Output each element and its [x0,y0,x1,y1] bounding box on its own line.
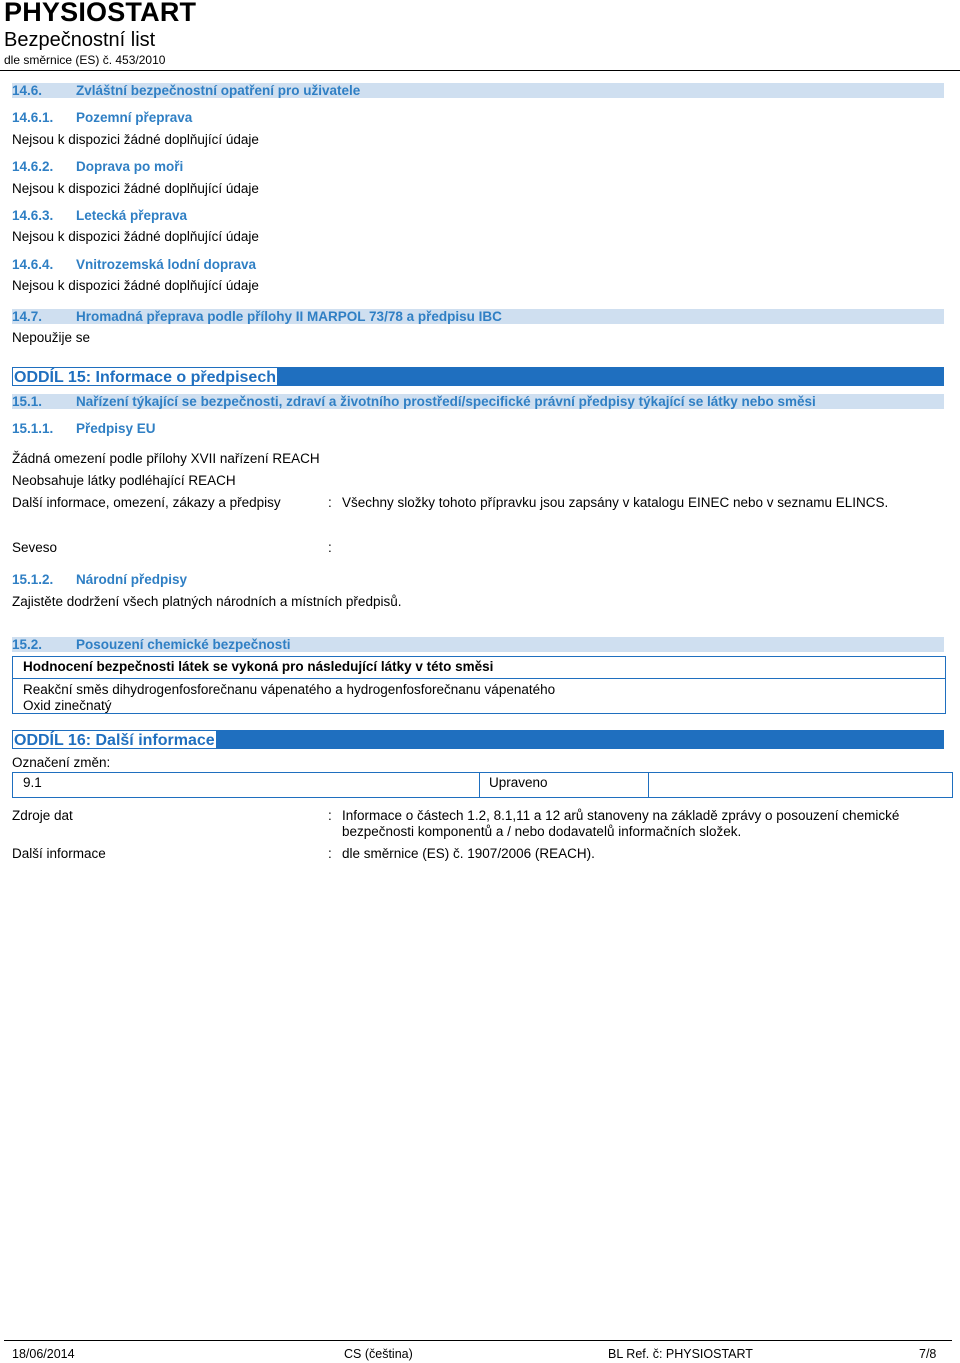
subsection-number: 15.1. [12,394,43,409]
subsection-bar-14-7 [12,309,944,324]
other-information-value: dle směrnice (ES) č. 1907/2006 (REACH). [342,846,595,861]
heading-14-6-3-number: 14.6.3. [12,208,54,223]
data-sources-value: Informace o částech 1.2, 8.1,11 a 12 arů stanoveny na základě zprávy o posouzení chemické [342,808,900,823]
regulation-reference: dle směrnice (ES) č. 453/2010 [4,53,166,67]
footer-reference: BL Ref. č: PHYSIOSTART [608,1347,753,1361]
box-divider [12,678,946,679]
data-sources-label: Zdroje dat [12,808,73,823]
subsection-number: 15.2. [12,637,43,652]
heading-14-6-3-title: Letecká přeprava [76,208,188,223]
footer-page-number: 7/8 [919,1347,937,1361]
heading-15-1-1-number: 15.1.1. [12,421,54,436]
heading-14-6-1-number: 14.6.1. [12,110,54,125]
seveso-label: Seveso [12,540,58,555]
heading-14-6-1-title: Pozemní přeprava [76,110,193,125]
footer-divider [4,1340,952,1341]
colon-separator: : [328,495,332,510]
heading-15-1-2-number: 15.1.2. [12,572,54,587]
subsection-title: Hromadná přeprava podle přílohy II MARPOL 73/78 a předpisu IBC [76,309,502,324]
subsection-title: Posouzení chemické bezpečnosti [76,637,291,652]
subsection-bar-15-1 [12,394,944,409]
substance-item: Reakční směs dihydrogenfosforečnanu vápenatého a hydrogenfosforečnanu vápenatého [23,682,556,697]
table-column-divider [479,772,480,798]
section-title: ODDÍL 16: Další informace [14,732,215,749]
section-banner-15 [12,367,944,386]
text-14-6-4: Nejsou k dispozici žádné doplňující údaje [12,278,259,293]
changes-version-cell: 9.1 [23,775,42,790]
subsection-bar-14-6 [12,83,944,98]
substance-item: Oxid zinečnatý [23,698,112,713]
heading-14-6-2-number: 14.6.2. [12,159,54,174]
subsection-title: Zvláštní bezpečnostní opatření pro uživatele [76,83,361,98]
document-type: Bezpečnostní list [4,29,156,51]
text-14-6-1: Nejsou k dispozici žádné doplňující údaje [12,132,259,147]
heading-14-6-4-number: 14.6.4. [12,257,54,272]
subsection-number: 14.6. [12,83,43,98]
text-14-7: Nepoužije se [12,330,91,345]
colon-separator: : [328,540,332,555]
data-sources-value-cont: bezpečnosti komponentů a / nebo dodavatelů informačních složek. [342,824,742,839]
other-information-label: Další informace [12,846,106,861]
national-regulations-text: Zajistěte dodržení všech platných národních a místních předpisů. [12,594,402,609]
changes-table [12,772,953,798]
footer-language: CS (čeština) [344,1347,413,1361]
product-name: PHYSIOSTART [4,0,197,27]
footer-date: 18/06/2014 [12,1347,75,1361]
text-14-6-2: Nejsou k dispozici žádné doplňující údaje [12,181,259,196]
reach-substances-text: Neobsahuje látky podléhající REACH [12,473,236,488]
subsection-number: 14.7. [12,309,43,324]
section-banner-16 [12,730,944,749]
other-info-label: Další informace, omezení, zákazy a předpisy [12,495,281,510]
header-divider [0,70,960,71]
table-column-divider [648,772,649,798]
colon-separator: : [328,846,332,861]
heading-14-6-4-title: Vnitrozemská lodní doprava [76,257,257,272]
text-14-6-3: Nejsou k dispozici žádné doplňující údaje [12,229,259,244]
heading-15-1-1-title: Předpisy EU [76,421,156,436]
reach-annex-xvii-text: Žádná omezení podle přílohy XVII nařízení REACH [12,451,320,466]
heading-14-6-2-title: Doprava po moři [76,159,184,174]
section-title: ODDÍL 15: Informace o předpisech [14,369,276,386]
changes-status-cell: Upraveno [489,775,548,790]
changes-label: Označení změn: [12,755,111,770]
heading-15-1-2-title: Národní předpisy [76,572,188,587]
assessment-box-header: Hodnocení bezpečnosti látek se vykoná pro následující látky v této směsi [23,659,494,674]
other-info-value: Všechny složky tohoto přípravku jsou zapsány v katalogu EINEC nebo v seznamu ELINCS. [342,495,889,510]
subsection-bar-15-2 [12,637,944,652]
colon-separator: : [328,808,332,823]
subsection-title: Nařízení týkající se bezpečnosti, zdraví a životního prostředí/specifické právní předpisy týkající se látky nebo směsi [76,394,816,409]
